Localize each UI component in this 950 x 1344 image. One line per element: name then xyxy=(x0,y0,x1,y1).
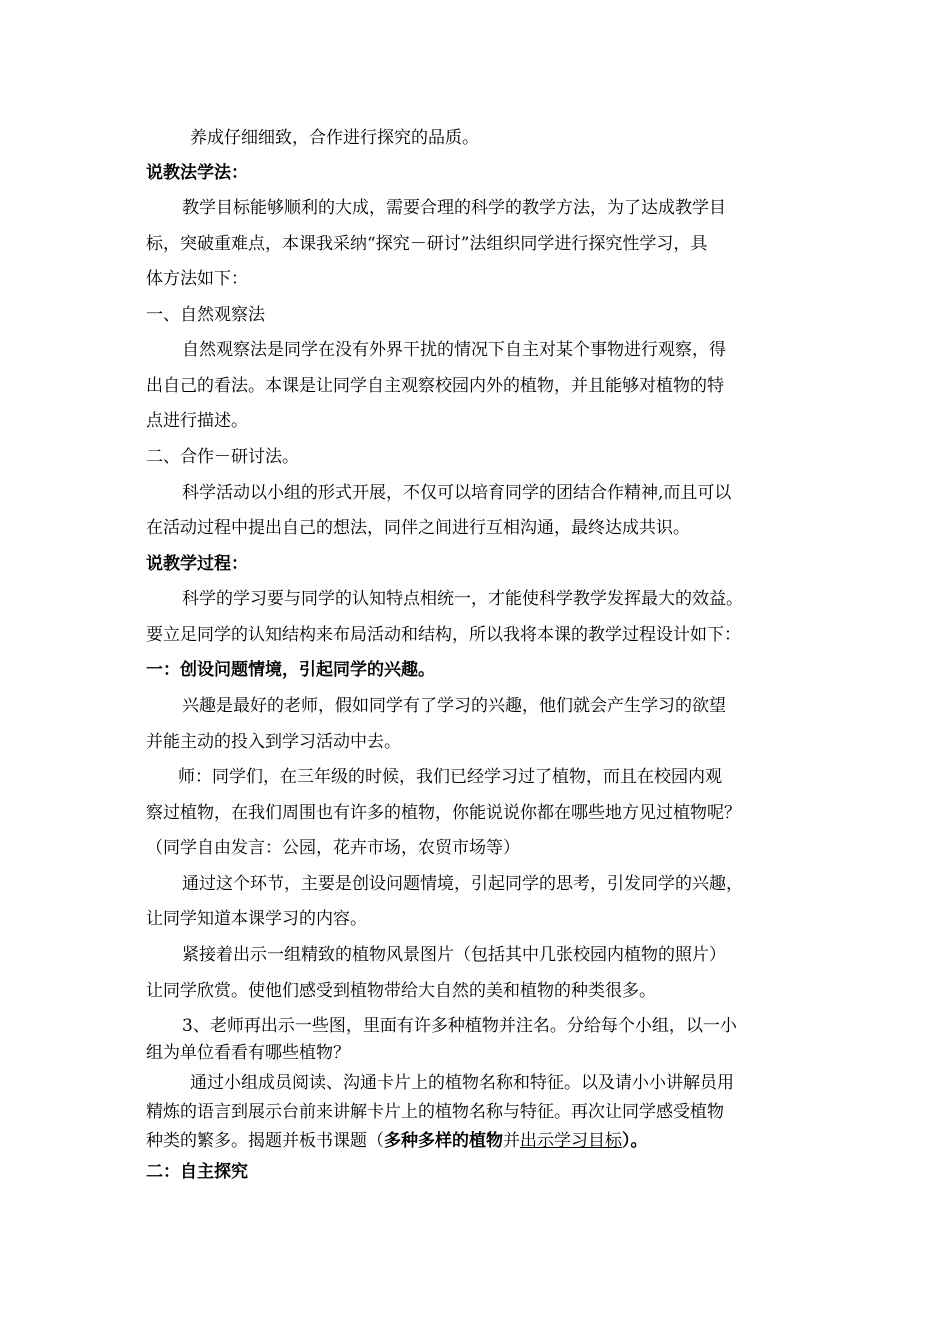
paragraph-line: 通过小组成员阅读、沟通卡片上的植物名称和特征。以及请小小讲解员用 xyxy=(190,1073,734,1093)
paragraph-line: 要立足同学的认知结构来布局活动和结构，所以我将本课的教学过程设计如下： xyxy=(146,625,741,645)
lesson-title: 多种多样的植物 xyxy=(384,1131,503,1151)
paragraph-line: 精炼的语言到展示台前来讲解卡片上的植物名称与特征。再次让同学感受植物 xyxy=(146,1102,724,1122)
paragraph-line: 科学的学习要与同学的认知特点相统一，才能使科学教学发挥最大的效益。 xyxy=(182,589,743,609)
paragraph-line: 师：同学们，在三年级的时候，我们已经学习过了植物，而且在校园内观 xyxy=(178,767,722,787)
subheading: 二、合作－研讨法。 xyxy=(146,447,299,467)
paragraph-line: （同学自由发言：公园，花卉市场，农贸市场等） xyxy=(146,838,520,858)
paragraph-line: 紧接着出示一组精致的植物风景图片（包括其中几张校园内植物的照片） xyxy=(182,945,726,965)
paragraph-line: 让同学欣赏。使他们感受到植物带给大自然的美和植物的种类很多。 xyxy=(146,981,656,1001)
paragraph-line: 兴趣是最好的老师，假如同学有了学习的兴趣，他们就会产生学习的欲望 xyxy=(182,696,726,716)
section-heading: 一：创设问题情境，引起同学的兴趣。 xyxy=(146,660,435,680)
line-text: 并 xyxy=(503,1131,520,1151)
section-heading: 二：自主探究 xyxy=(146,1162,248,1182)
subheading: 一、自然观察法 xyxy=(146,305,265,325)
paragraph-line: 3、老师再出示一些图，里面有许多种植物并注名。分给每个小组，以一小 xyxy=(182,1016,737,1036)
section-heading: 说教法学法： xyxy=(146,163,248,183)
paragraph-line: 体方法如下： xyxy=(146,269,248,289)
paragraph-line: 在活动过程中提出自己的想法，同伴之间进行互相沟通，最终达成共识。 xyxy=(146,518,690,538)
paragraph-line: 自然观察法是同学在没有外界干扰的情况下自主对某个事物进行观察，得 xyxy=(182,340,726,360)
paragraph-line: 科学活动以小组的形式开展，不仅可以培育同学的团结合作精神,而且可以 xyxy=(182,483,732,503)
paragraph-line: 养成仔细细致，合作进行探究的品质。 xyxy=(190,128,479,148)
line-text: 种类的繁多。揭题并板书课题（ xyxy=(146,1131,384,1151)
paragraph-line: 让同学知道本课学习的内容。 xyxy=(146,909,367,929)
paragraph-line: 通过这个环节，主要是创设问题情境，引起同学的思考，引发同学的兴趣， xyxy=(182,874,743,894)
paragraph-line: 标，突破重难点，本课我采纳“探究－研讨”法组织同学进行探究性学习，具 xyxy=(146,234,708,254)
paragraph-line: 察过植物，在我们周围也有许多的植物，你能说说你都在哪些地方见过植物呢？ xyxy=(146,803,741,823)
paragraph-line: 出自己的看法。本课是让同学自主观察校园内外的植物，并且能够对植物的特 xyxy=(146,376,724,396)
paragraph-line: 组为单位看看有哪些植物？ xyxy=(146,1043,350,1063)
section-heading: 说教学过程： xyxy=(146,554,248,574)
paragraph-line: 点进行描述。 xyxy=(146,411,248,431)
paragraph-line: 并能主动的投入到学习活动中去。 xyxy=(146,732,401,752)
learning-objectives-link: 出示学习目标 xyxy=(520,1131,622,1151)
paragraph-line: 教学目标能够顺利的大成，需要合理的科学的教学方法，为了达成教学目 xyxy=(182,198,726,218)
line-text: ）。 xyxy=(622,1131,648,1151)
paragraph-line xyxy=(146,1130,648,1152)
